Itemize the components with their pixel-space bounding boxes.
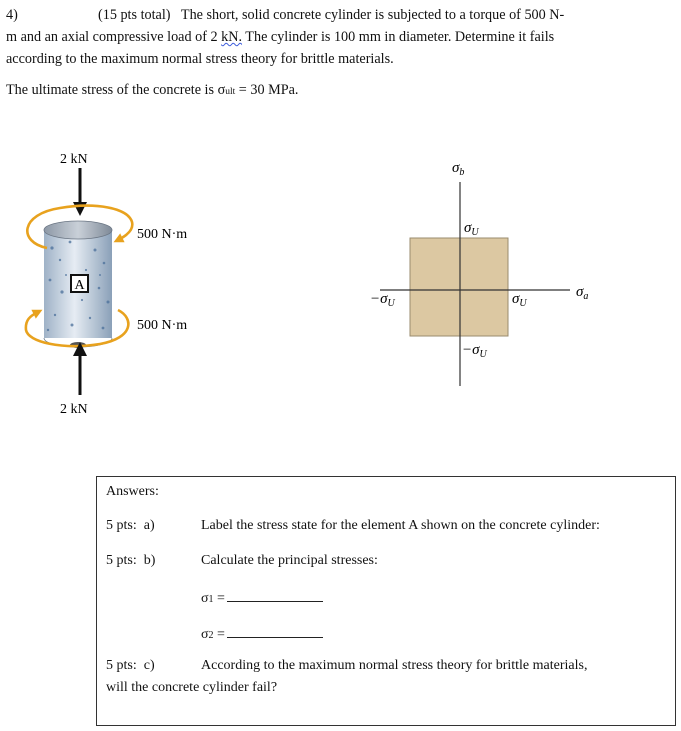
given-sub: ult [225,87,236,97]
part-a-text: Label the stress state for the element A shown on the concrete cylinder: [201,518,600,533]
left-neg-sigma-u-label: $-\sigma_U$ [370,291,395,309]
part-c-points: 5 pts: c) [106,658,155,673]
sigma-1-blank[interactable] [227,589,323,602]
part-b-text: Calculate the principal stresses: [201,553,378,568]
problem-line1-text: The short, solid concrete cylinder is subjected to a torque of 500 N- [180,7,565,23]
bottom-load-arrow [73,342,87,395]
problem-statement [6,4,674,70]
problem-line-2 [6,26,674,48]
cylinder-figure [0,130,260,430]
problem-points: (15 pts total) [98,7,171,23]
failure-envelope-square [410,238,508,336]
top-sigma-u-label: $\sigma_U$ [464,220,479,238]
sigma-2-row: σ2 = [201,625,323,643]
right-sigma-u-label: $\sigma_U$ [512,291,527,309]
bottom-neg-sigma-u-label: $-\sigma_U$ [462,342,487,360]
problem-line2-kn: kN. [221,29,243,45]
problem-line2-b: The cylinder is 100 mm in diameter. Determine it fails [242,29,555,45]
given-sigma: σ [217,82,226,98]
answers-title: Answers: [106,484,159,499]
part-c-text: According to the maximum normal stress theory for brittle materials, [201,658,588,673]
given-statement [6,80,298,102]
sigma-a-axis-label: $\sigma_a$ [576,284,589,302]
sigma-b-axis-label: $\sigma_b$ [452,160,465,178]
part-a-points: 5 pts: a) [106,518,155,533]
top-torque-label: 500 N·m [137,227,188,242]
bottom-load-label: 2 kN [60,402,88,417]
part-b-points: 5 pts: b) [106,553,156,568]
problem-line-1 [6,4,674,26]
problem-line-3: according to the maximum normal stress theory for brittle materials. [6,51,394,67]
element-A-label: A [74,278,85,293]
problem-number: 4) [6,7,18,23]
element-A [71,275,88,293]
sigma-2-blank[interactable] [227,625,323,638]
given-prefix: The ultimate stress of the concrete is [6,82,218,98]
given-suffix: = 30 MPa. [235,82,299,98]
failure-envelope-figure [340,150,670,400]
part-c-text-2: will the concrete cylinder fail? [106,680,278,695]
top-load-arrow [73,168,87,216]
problem-line2-a: m and an axial compressive load of 2 [6,29,222,45]
sigma-1-row: σ1 = [201,589,323,607]
bottom-torque-label: 500 N·m [137,318,188,333]
top-load-label: 2 kN [60,152,88,167]
